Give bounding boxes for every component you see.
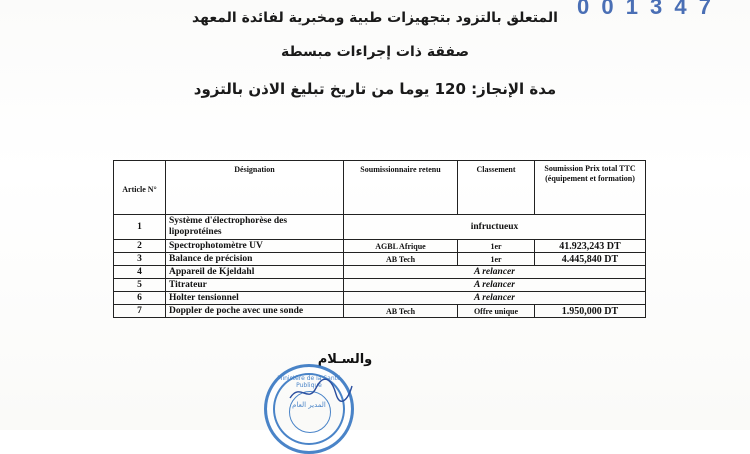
row-designation: Titrateur (166, 279, 344, 292)
table-row (114, 279, 646, 292)
row-ranking: 1er (458, 253, 535, 266)
stamp-center-text: المدير العام (292, 401, 326, 409)
reference-number: 0 0 1 3 4 7 (577, 0, 714, 19)
table-row (114, 266, 646, 279)
header-price: Soumission Prix total TTC (équipement et formation) (535, 161, 646, 215)
stamp-ring-text: Ministère de la Santé Publique (277, 375, 341, 389)
header-ranking: Classement (458, 161, 535, 215)
salutation: والسـلام (317, 352, 373, 367)
row-number: 5 (114, 279, 166, 292)
signature-scribble (286, 376, 356, 406)
row-number: 3 (114, 253, 166, 266)
row-price: 41.923,243 DT (535, 240, 646, 253)
row-designation: Holter tensionnel (166, 292, 344, 305)
header-article: Article N° (114, 161, 166, 215)
table-row (114, 215, 646, 240)
row-ranking: 1er (458, 240, 535, 253)
subject-line: المتعلق بالتزود بتجهيزات طبية ومخبرية لفائدة المعهد (192, 10, 558, 26)
row-price: 4.445,840 DT (535, 253, 646, 266)
row-designation: Appareil de Kjeldahl (166, 266, 344, 279)
header-supplier: Soumissionnaire retenu (344, 161, 458, 215)
row-designation: Spectrophotomètre UV (166, 240, 344, 253)
row-status: A relancer (344, 266, 646, 279)
row-number: 7 (114, 305, 166, 318)
table-row (114, 292, 646, 305)
row-number: 4 (114, 266, 166, 279)
row-supplier: AGBL Afrique (344, 240, 458, 253)
row-status: A relancer (344, 292, 646, 305)
procedure-line: صفقة ذات إجراءات مبسطة (280, 44, 470, 60)
table-row (114, 305, 646, 318)
row-designation: Balance de précision (166, 253, 344, 266)
row-supplier: AB Tech (344, 305, 458, 318)
table-header-row (114, 161, 646, 215)
row-status: infructueux (344, 215, 646, 240)
row-supplier: AB Tech (344, 253, 458, 266)
row-number: 2 (114, 240, 166, 253)
row-price: 1.950,000 DT (535, 305, 646, 318)
row-designation: Doppler de poche avec une sonde (166, 305, 344, 318)
table-row (114, 253, 646, 266)
row-number: 1 (114, 215, 166, 240)
row-ranking: Offre unique (458, 305, 535, 318)
delivery-duration-line: مدة الإنجاز: 120 يوما من تاريخ تبليغ الاذن بالتزود (193, 80, 557, 98)
row-status: A relancer (344, 279, 646, 292)
table-row (114, 240, 646, 253)
row-number: 6 (114, 292, 166, 305)
award-results-table (113, 160, 646, 318)
row-designation: Système d'électrophorèse des lipoprotéines (166, 215, 344, 240)
header-designation: Désignation (166, 161, 344, 215)
